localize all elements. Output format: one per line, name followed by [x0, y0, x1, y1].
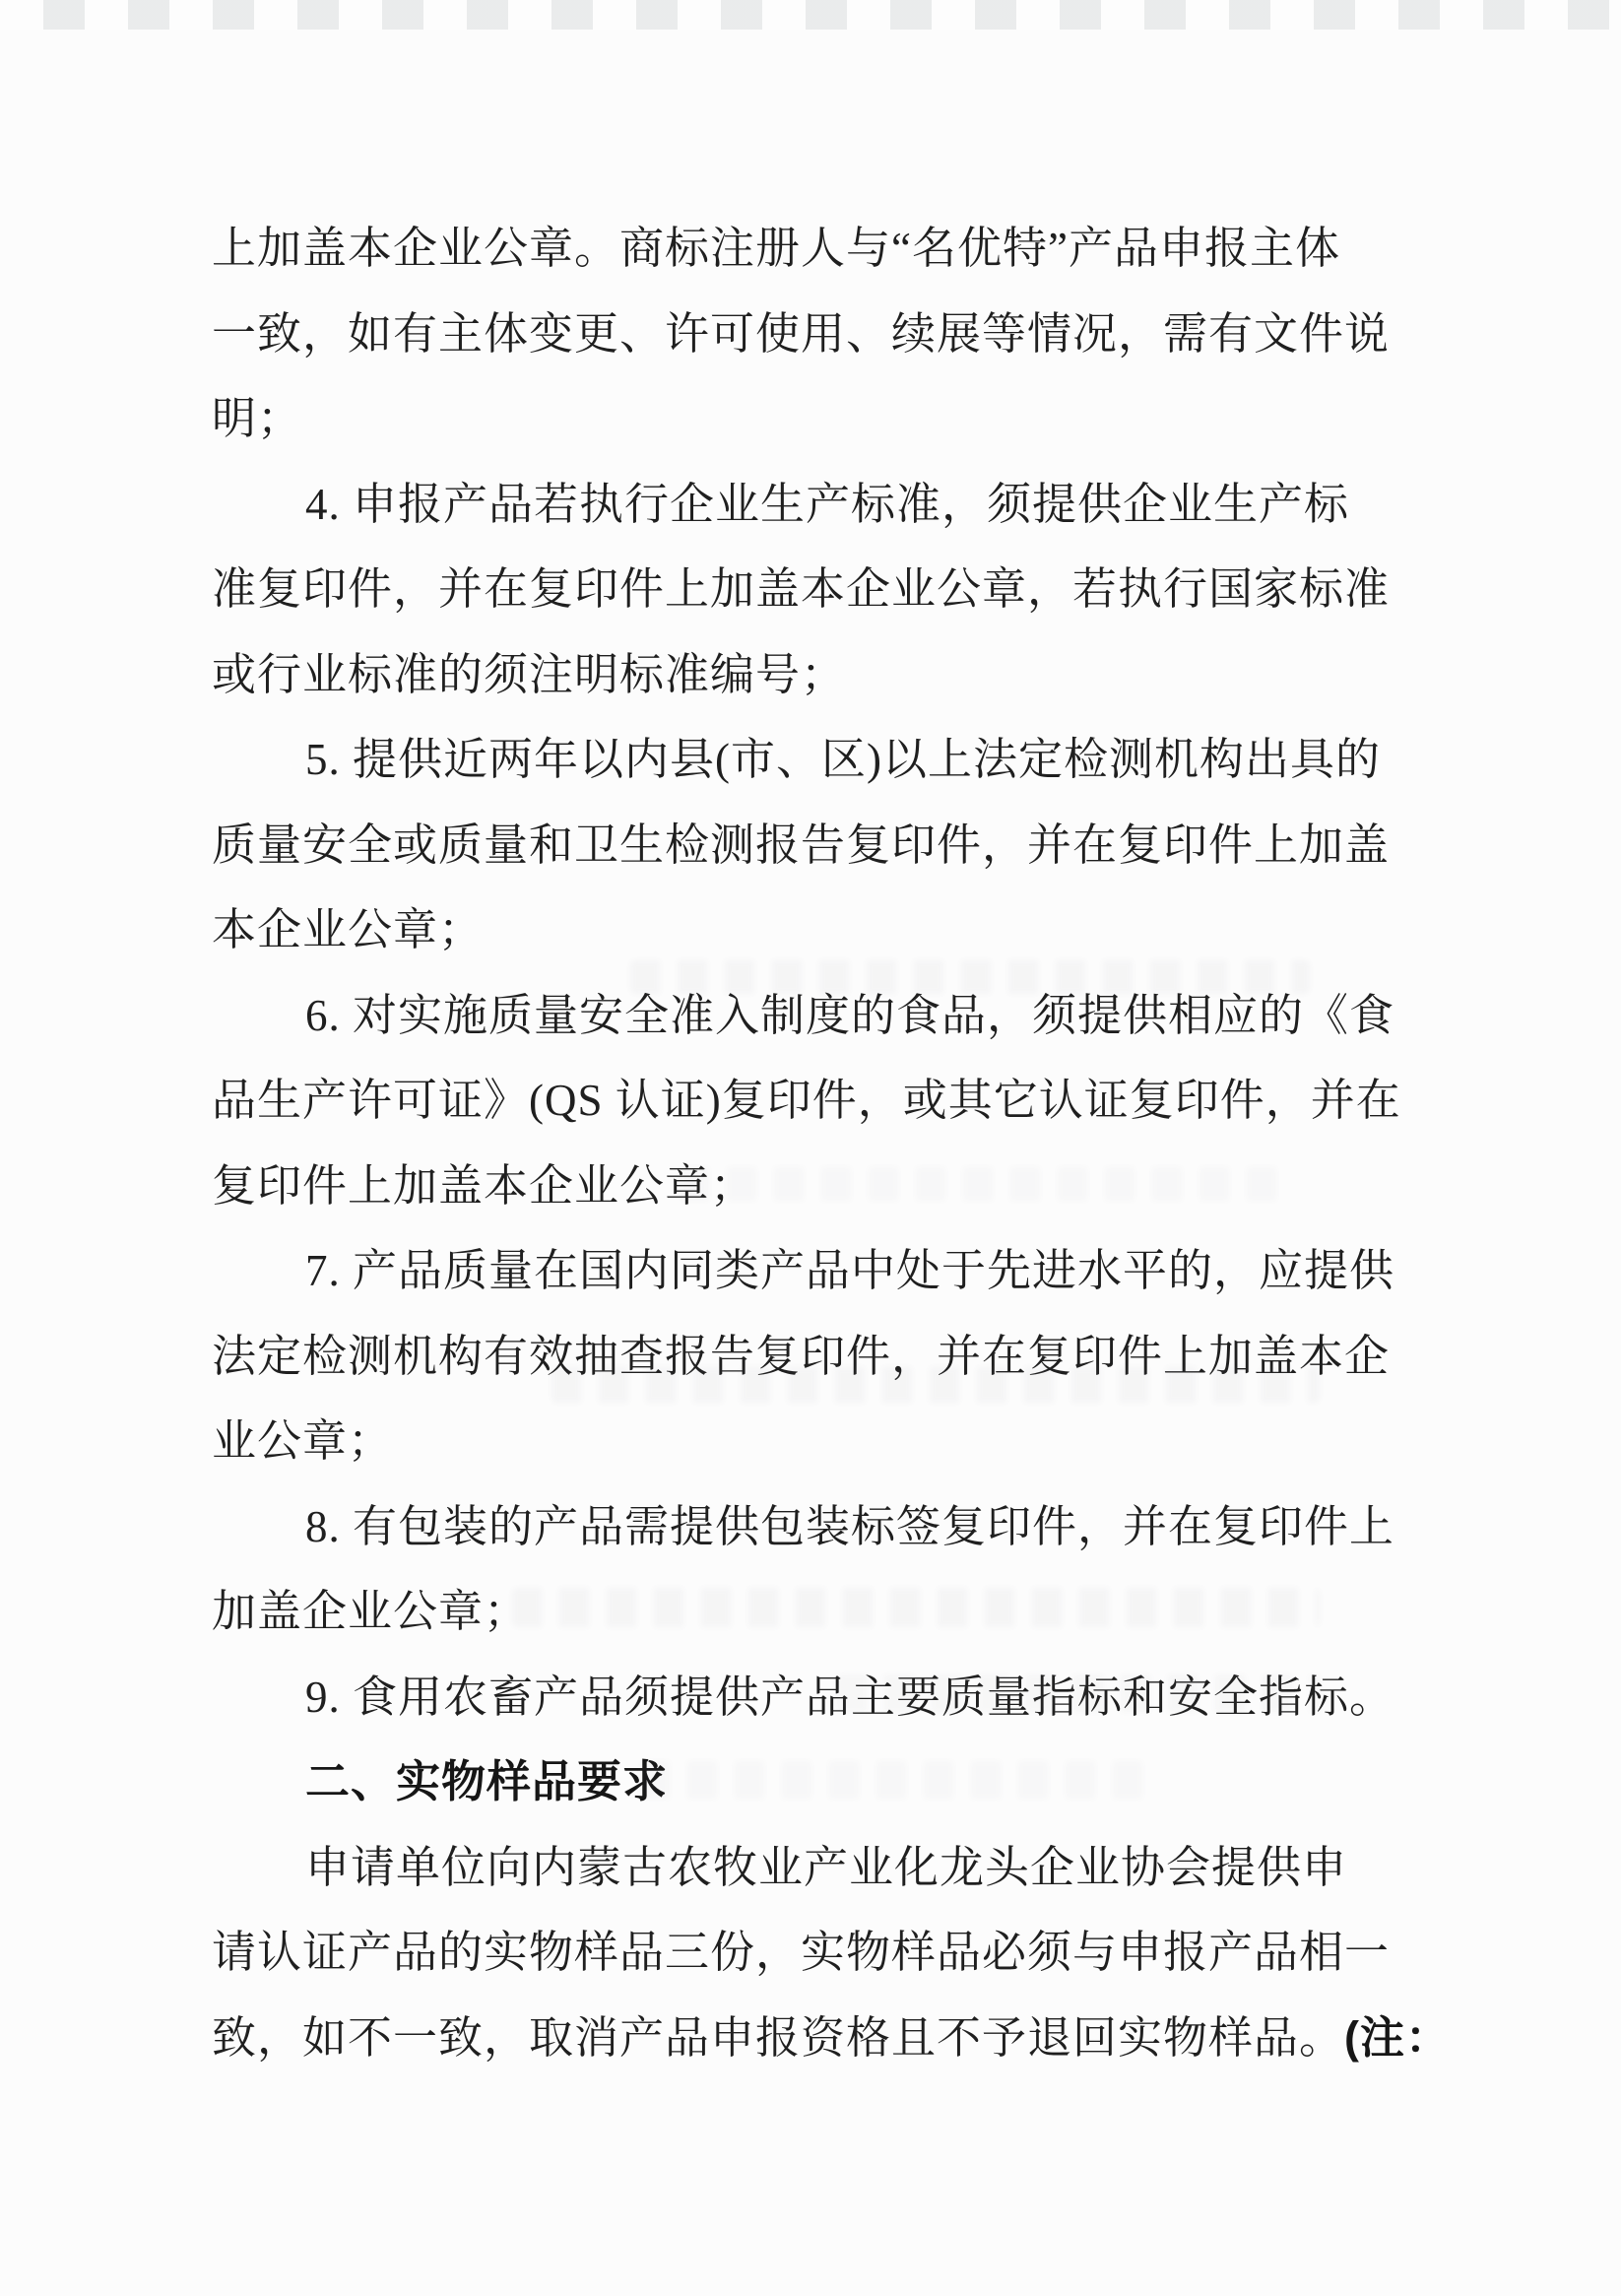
document-line [212, 1739, 1472, 1825]
document-line [212, 1484, 1472, 1570]
line-text: 一致，如有主体变更、许可使用、续展等情况，需有文件说 [212, 308, 1391, 359]
document-line [212, 292, 1472, 377]
document-line [212, 206, 1472, 292]
document-line [212, 887, 1472, 973]
line-text-bold-suffix: (注： [1344, 2011, 1452, 2063]
document-line [212, 1314, 1472, 1400]
scan-artifact-top-band [0, 0, 1621, 30]
line-text: 7. 产品质量在国内同类产品中处于先进水平的，应提供 [305, 1246, 1395, 1295]
document-body [212, 206, 1472, 2080]
line-text: 准复印件，并在复印件上加盖本企业公章，若执行国家标准 [212, 564, 1391, 614]
document-line [212, 717, 1472, 803]
document-line [212, 1655, 1472, 1740]
line-text: 5. 提供近两年以内县(市、区)以上法定检测机构出具的 [305, 735, 1381, 784]
document-line [212, 1399, 1472, 1484]
document-line [212, 1228, 1472, 1314]
line-text: 本企业公章； [212, 905, 485, 954]
document-line [212, 547, 1472, 632]
line-text: 法定检测机构有效抽查报告复印件，并在复印件上加盖本企 [212, 1331, 1391, 1381]
line-text: 或行业标准的须注明标准编号； [212, 649, 847, 699]
line-text: 6. 对实施质量安全准入制度的食品，须提供相应的《食 [305, 990, 1395, 1040]
document-line [212, 1569, 1472, 1655]
line-text: 加盖企业公章； [212, 1587, 530, 1636]
line-text: 业公章； [212, 1416, 394, 1466]
line-text: 品生产许可证》(QS 认证)复印件，或其它认证复印件，并在 [212, 1076, 1401, 1125]
document-line [212, 376, 1472, 462]
document-line [212, 973, 1472, 1059]
line-text: 请认证产品的实物样品三份，实物样品必须与申报产品相一 [212, 1928, 1391, 1977]
line-text: 上加盖本企业公章。商标注册人与“名优特”产品申报主体 [212, 224, 1340, 273]
line-text: 质量安全或质量和卫生检测报告复印件，并在复印件上加盖 [212, 820, 1391, 870]
document-line [212, 1996, 1472, 2081]
line-text: 二、实物样品要求 [305, 1756, 669, 1806]
document-line [212, 1825, 1472, 1911]
document-line [212, 1058, 1472, 1144]
line-text: 9. 食用农畜产品须提供产品主要质量指标和安全指标。 [305, 1672, 1395, 1722]
line-text: 致，如不一致，取消产品申报资格且不予退回实物样品。 [212, 2012, 1345, 2063]
line-text: 8. 有包装的产品需提供包装标签复印件，并在复印件上 [305, 1501, 1395, 1551]
document-line [212, 1910, 1472, 1996]
line-text: 申请单位向内蒙古农牧业产业化龙头企业协会提供申 [305, 1842, 1348, 1892]
line-text: 明； [212, 394, 303, 443]
document-line [212, 1144, 1472, 1229]
document-line [212, 632, 1472, 718]
document-line [212, 462, 1472, 548]
line-text: 复印件上加盖本企业公章； [212, 1160, 756, 1211]
document-line [212, 803, 1472, 888]
line-text: 4. 申报产品若执行企业生产标准，须提供企业生产标 [305, 479, 1350, 529]
